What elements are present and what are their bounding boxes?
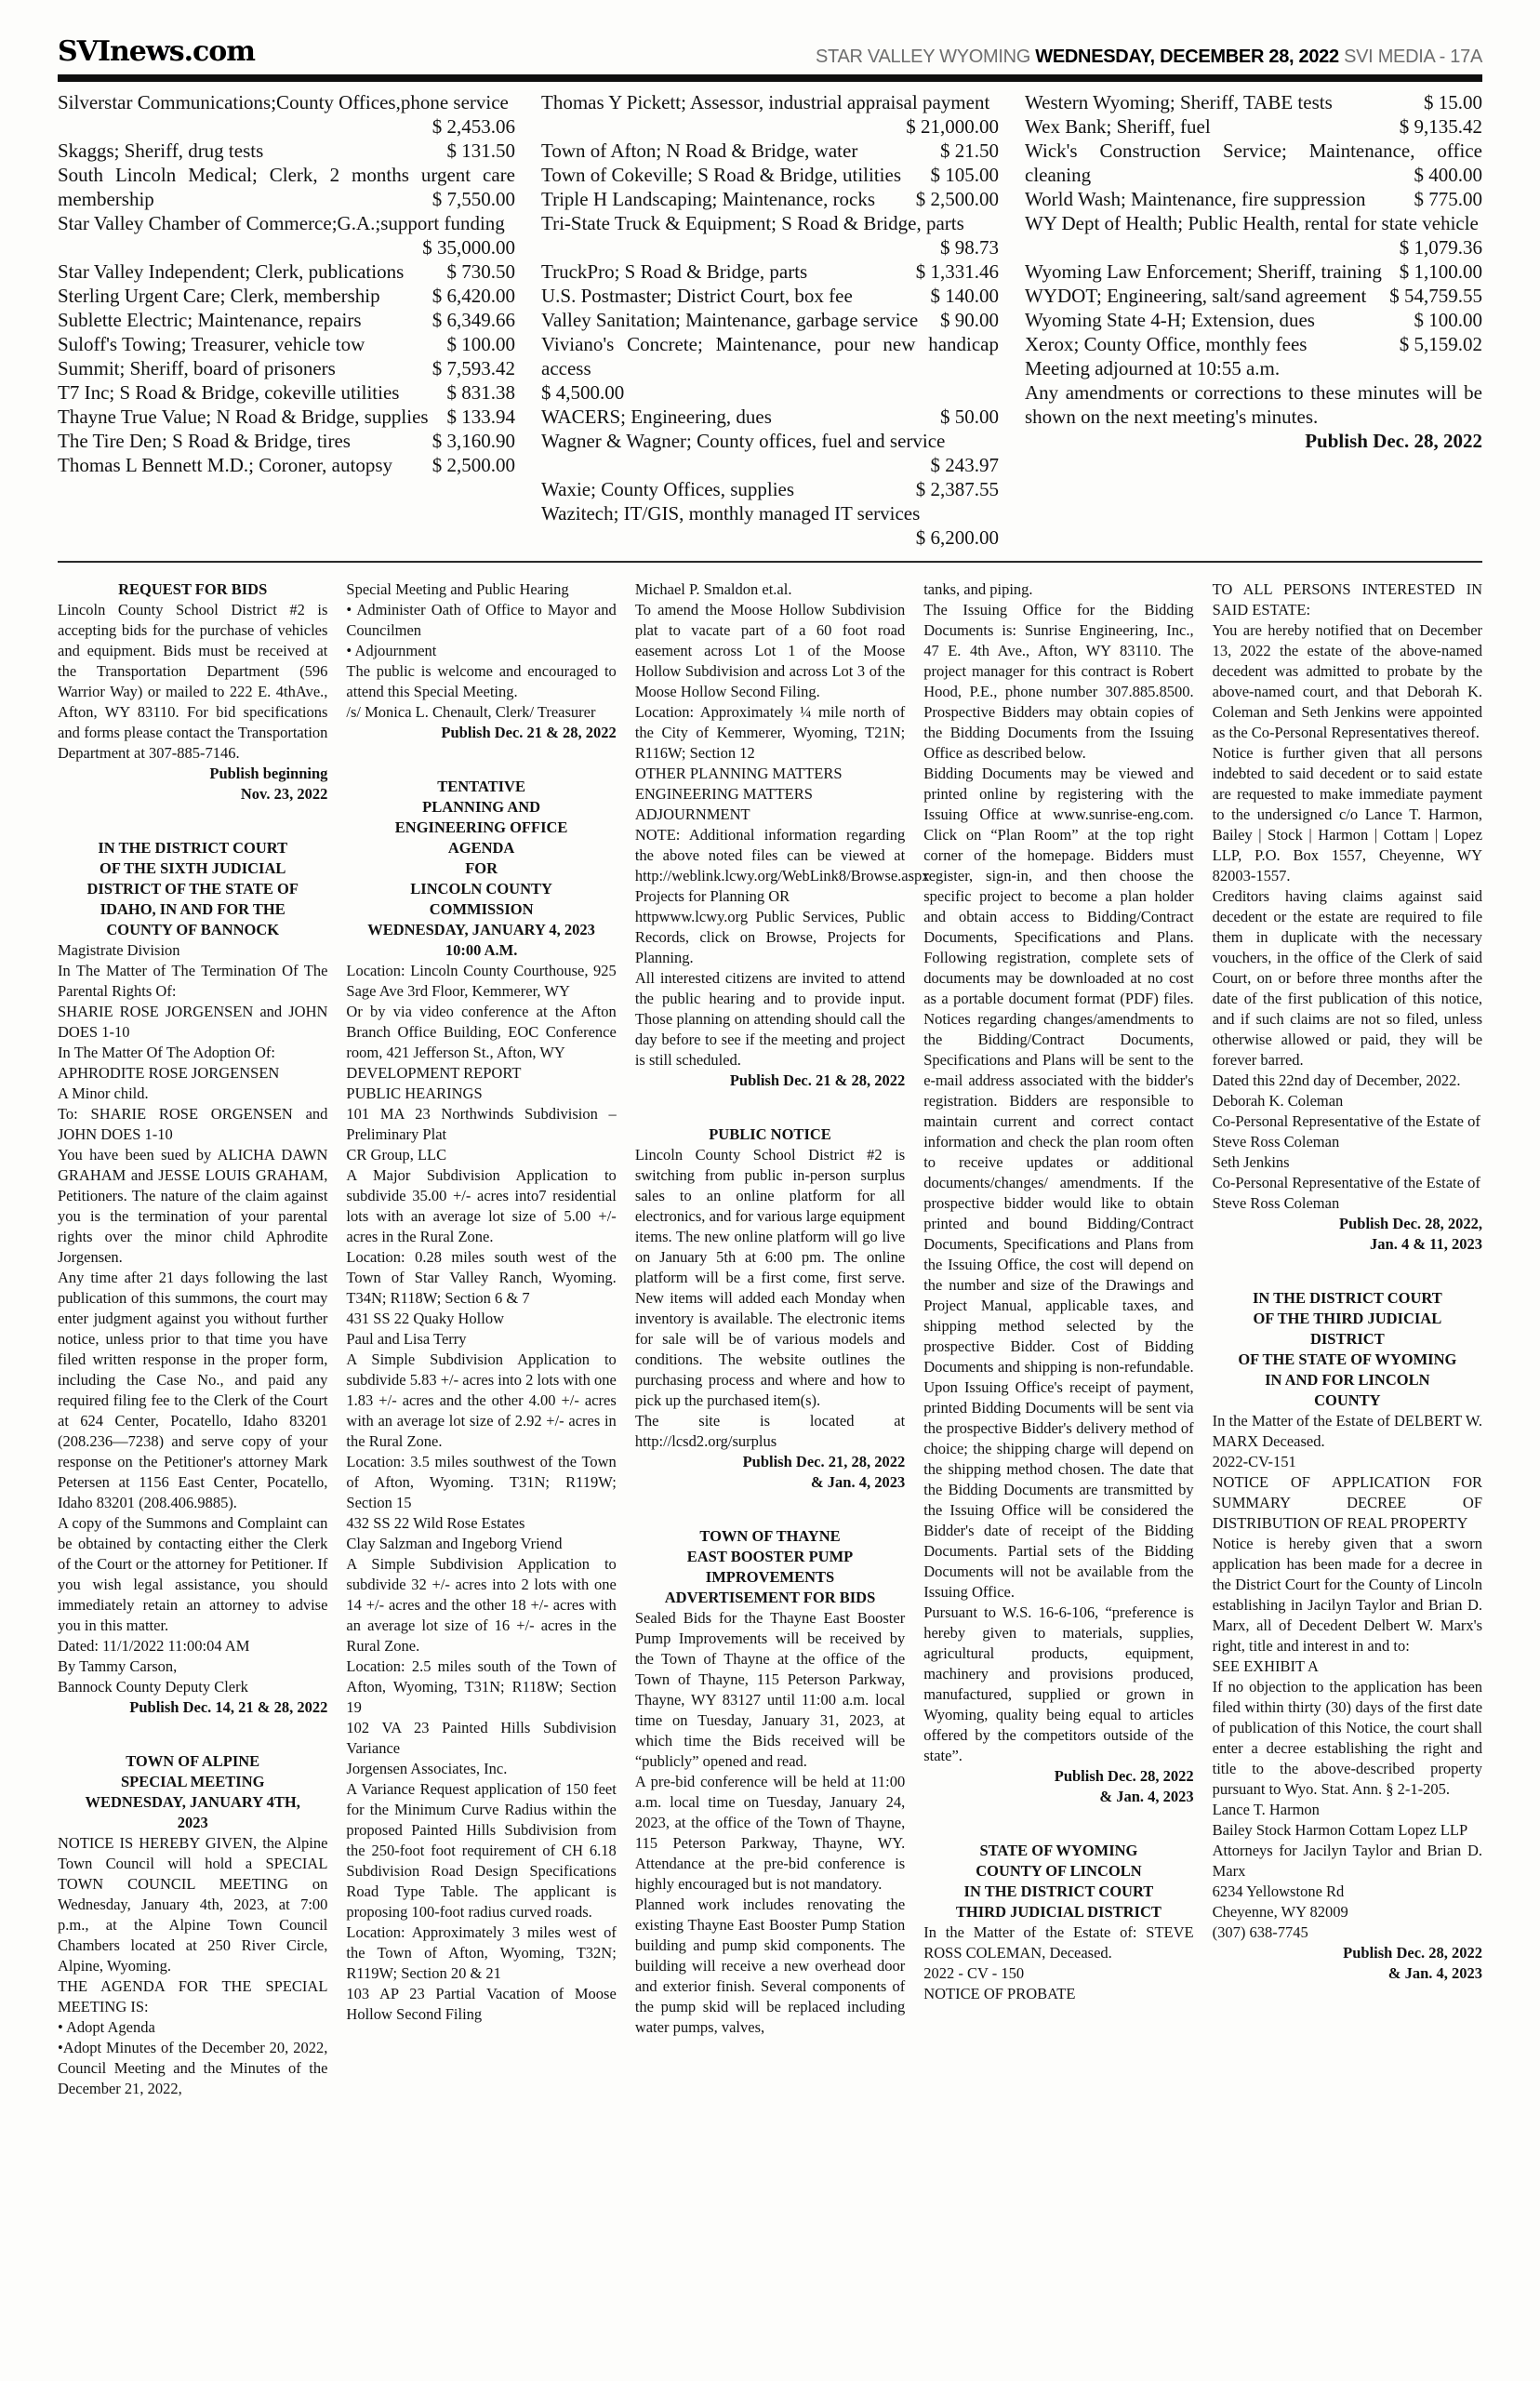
ledger-entry: Wagner & Wagner; County offices, fuel and service $ 243.97: [541, 430, 999, 476]
notice-paragraph: (307) 638-7745: [1212, 1923, 1308, 1941]
masthead: [58, 0, 1482, 74]
notice-heading-line: LINCOLN COUNTY: [410, 880, 552, 898]
ledger-amount: $ 2,387.55: [915, 478, 999, 500]
notice-paragraph: Or by via video conference at the Afton Branch Office Building, EOC Conference room, 421 Jefferson St., Afton, WY: [346, 1003, 617, 1061]
notice-paragraph: Location: Approximately 3 miles west of the Town of Afton, Wyoming, T32N; R119W; Section 20 & 21: [346, 1923, 617, 1982]
ledger-amount: $ 35,000.00: [422, 236, 515, 259]
ledger-entry: Wick's Construction Service; Maintenance, office cleaning $ 400.00: [1025, 140, 1482, 186]
notice-heading-line: 10:00 A.M.: [445, 941, 518, 959]
notice-paragraph: The site is located at http://lcsd2.org/surplus: [634, 1412, 906, 1450]
ledger-amount: $ 3,160.90: [431, 430, 515, 452]
notice-heading-line: OF THE THIRD JUDICIAL: [1253, 1310, 1442, 1327]
notice-paragraph: Lincoln County School District #2 is switching from public in-person surplus sales to an online platform for all electronics, and for various large equipment items. The new online platform will go live on January 5th at 6:00 pm. The online platform will be a first come, first serve. New items will added each Monday when inventory is available. The electronic items for sale will be of various models and conditions. The website outlines the purchasing process and where and how to pick up the purchased item(s).: [634, 1146, 906, 1409]
notice-paragraph: Bidding Documents may be viewed and printed online by registering with the Issuing Office at www.sunrise-eng.com. Click on “Plan Room” at the top right corner of the homepage. Bidders must register, sign-in, and then choose the specific project to become a plan holder and obtain access to Bidding/Contract Documents, Specifications and Plans. Following registration, complete sets of documents may be downloaded at no cost as a portable document format (PDF) files. Notices regarding changes/amendments to the Bidding/Contract Documents, Specifications and Plans will be sent to the e-mail address associated with the bidder's registration. Bidders are responsible to maintain current and correct contact information and check the plan room often to receive updates or additional documents/changes/ amendments. If the prospective bidder would like to obtain printed and bound Bidding/Contract Documents, Specifications and Plans from the Issuing Office, the cost will depend on the number and size of the Drawings and Project Manual, applicable taxes, and shipping method selected by the prospective Bidder. Cost of Bidding Documents and shipping is non-refundable. Upon Issuing Office's receipt of payment, printed Bidding Documents will be sent via the prospective Bidder's delivery method of choice; the shipping charge will depend on the shipping method chosen. The date that the Bidding Documents are transmitted by the Issuing Office will be considered the Bidder's date of receipt of the Bidding Documents. Partial sets of the Bidding Documents will not be available from the Issuing Office.: [923, 765, 1194, 1601]
ledger-amount: $ 98.73: [940, 236, 999, 259]
notice-heading-line: COUNTY OF LINCOLN: [976, 1862, 1142, 1880]
ledger-entry: Star Valley Independent; Clerk, publications $ 730.50: [58, 260, 515, 283]
ledger-amount: $ 9,135.42: [1399, 115, 1482, 138]
ledger-entry: Wyoming State 4-H; Extension, dues $ 100.00: [1025, 309, 1482, 331]
notice-paragraph: SEE EXHIBIT A: [1212, 1657, 1319, 1675]
ledger-amount: $ 15.00: [1424, 91, 1482, 113]
ledger-amount: $ 6,420.00: [431, 285, 515, 307]
ledger-entry: WACERS; Engineering, dues $ 50.00: [541, 406, 999, 428]
publish-line: Publish Dec. 28, 2022: [1305, 430, 1482, 452]
notice-paragraph: A copy of the Summons and Complaint can be obtained by contacting either the Clerk of the Court or the attorney for Petitioner. If you wish legal assistance, you should immediately retain an attorney to advise you in this matter.: [58, 1514, 328, 1634]
ledger-entry: WYDOT; Engineering, salt/sand agreement $ 54,759.55: [1025, 285, 1482, 307]
notice-paragraph: Sealed Bids for the Thayne East Booster Pump Improvements will be received by the Town of Thayne at the office of the Town of Thayne, 115 Peterson Parkway, Thayne, WY 83127 until 11:00 a.m. local time on Tuesday, January 31, 2023, at which time the Bids received will be “publicly” opened and read.: [634, 1609, 906, 1770]
notice-paragraph: A Minor child.: [58, 1084, 149, 1102]
notice-paragraph: 102 VA 23 Painted Hills Subdivision Variance: [346, 1719, 617, 1757]
masthead-rule: [58, 74, 1482, 82]
ledger-entry: Skaggs; Sheriff, drug tests $ 131.50: [58, 140, 515, 162]
notice-paragraph: Cheyenne, WY 82009: [1212, 1903, 1348, 1921]
ledger-amount: $ 1,331.46: [915, 260, 999, 283]
notice-paragraph: If no objection to the application has been filed within thirty (30) days of the first date of publication of this Notice, the court shall enter a decree establishing the right and title to the above-described property pursuant to Wyo. Stat. Ann. § 2-1-205.: [1212, 1678, 1483, 1798]
ledger-amount: $ 2,500.00: [431, 454, 515, 476]
notice-heading-line: ENGINEERING OFFICE: [394, 818, 568, 836]
notice-paragraph: You have been sued by ALICHA DAWN GRAHAM and JESSE LOUIS GRAHAM, Petitioners. The nature of the claim against you is the termination of your parental rights over the minor child Aphrodite Jorgensen.: [58, 1146, 328, 1266]
publish-line: Publish beginning: [209, 765, 328, 782]
notice-paragraph: Location: Approximately ¼ mile north of the City of Kemmerer, Wyoming, T21N; R116W; Section 12: [634, 703, 906, 762]
notice-paragraph: DEVELOPMENT REPORT: [346, 1064, 522, 1082]
ledger-amount: $ 2,453.06: [431, 115, 515, 138]
ledger-entry: T7 Inc; S Road & Bridge, cokeville utilities $ 831.38: [58, 381, 515, 404]
notice-heading-line: COUNTY OF BANNOCK: [106, 921, 280, 938]
ledger-column: [58, 90, 515, 550]
ledger-amount: $ 5,159.02: [1399, 333, 1482, 355]
publish-line: Publish Dec. 14, 21 & 28, 2022: [129, 1698, 328, 1716]
notice-paragraph: PUBLIC HEARINGS: [346, 1084, 483, 1102]
notice-paragraph: In the Matter of the Estate of DELBERT W. MARX Deceased.: [1212, 1412, 1483, 1450]
publish-line: Publish Dec. 28, 2022,: [1339, 1215, 1483, 1232]
publish-line: Publish Dec. 28, 2022: [1054, 1767, 1194, 1785]
notice-paragraph: 431 SS 22 Quaky Hollow: [346, 1310, 504, 1327]
notice-paragraph: • Adjournment: [346, 642, 437, 659]
notice-column: [634, 579, 930, 2133]
notice-heading-line: REQUEST FOR BIDS: [118, 580, 268, 598]
notice-column: [58, 579, 327, 2133]
notice-block: [58, 838, 327, 1718]
publish-line: & Jan. 4, 2023: [1387, 1964, 1483, 1982]
notice-heading-line: WEDNESDAY, JANUARY 4TH,: [85, 1793, 300, 1811]
notice-heading-line: IN AND FOR LINCOLN: [1265, 1371, 1430, 1389]
notice-paragraph: Lance T. Harmon: [1212, 1801, 1320, 1818]
notice-paragraph: You are hereby notified that on December 13, 2022 the estate of the above-named decedent was admitted to probate by the above-named court, and that Deborah K. Coleman and Seth Jenkins were appointed as the Co-Personal Representatives thereof.: [1212, 621, 1483, 741]
notice-column: [1213, 579, 1482, 2133]
ledger-note: Meeting adjourned at 10:55 a.m.: [1025, 357, 1281, 379]
ledger-amount: $ 7,550.00: [431, 188, 515, 210]
notice-paragraph: NOTICE IS HEREBY GIVEN, the Alpine Town Council will hold a SPECIAL TOWN COUNCIL MEETING on Wednesday, January 4th, 2023, at 7:00 p.m., at the Alpine Town Council Chambers located at 250 River Circle, Alpine, Wyoming.: [58, 1834, 328, 1975]
notice-block: [58, 1751, 327, 2099]
ledger-amount: $ 730.50: [446, 260, 515, 283]
notice-paragraph: In The Matter of The Termination Of The Parental Rights Of:: [58, 962, 328, 1000]
notice-paragraph: NOTE: Additional information regarding the above noted files can be viewed at http://weblink.lcwy.org/WebLink8/Browse.aspx Projects for Planning OR: [634, 826, 930, 905]
ledger-amount: $ 100.00: [1414, 309, 1482, 331]
notice-paragraph: A Variance Request application of 150 feet for the Minimum Curve Radius within the proposed Painted Hills Subdivision from the 250-foot foot requirement of CH 6.18 Subdivision Road Design Specifications Road Type Table. The applicant is proposing 100-foot radius curved roads.: [346, 1780, 617, 1921]
publish-line: Publish Dec. 28, 2022: [1343, 1944, 1483, 1962]
notice-paragraph: OTHER PLANNING MATTERS: [634, 765, 843, 782]
notice-paragraph: In the Matter of the Estate of: STEVE ROSS COLEMAN, Deceased.: [923, 1923, 1194, 1962]
notice-heading-line: DISTRICT OF THE STATE OF: [86, 880, 299, 898]
publish-line: & Jan. 4, 2023: [1099, 1788, 1194, 1805]
notice-paragraph: To amend the Moose Hollow Subdivision plat to vacate part of a 60 foot road easement across Lot 1 of the Moose Hollow Subdivision and across Lot 3 of the Moose Hollow Second Filing.: [634, 601, 906, 700]
ledger-note: Any amendments or corrections to these minutes will be shown on the next meeting's minutes.: [1025, 381, 1482, 428]
issue-media: SVI MEDIA - 17A: [1338, 47, 1482, 67]
notice-paragraph: Steve Ross Coleman: [1212, 1133, 1340, 1151]
notice-paragraph: Steve Ross Coleman: [1212, 1194, 1340, 1212]
notice-heading-line: DISTRICT: [1309, 1330, 1385, 1348]
notice-paragraph: Jorgensen Associates, Inc.: [346, 1760, 508, 1777]
ledger-entry: World Wash; Maintenance, fire suppression $ 775.00: [1025, 188, 1482, 210]
publish-line: Publish Dec. 21 & 28, 2022: [441, 724, 617, 741]
notice-paragraph: A Simple Subdivision Application to subdivide 32 +/- acres into 2 lots with one 14 +/- acres and the other 18 +/- acres with an average lot size of 16 +/- acres in the Rural Zone.: [346, 1555, 617, 1655]
notice-paragraph: Attorneys for Jacilyn Taylor and Brian D. Marx: [1212, 1842, 1483, 1880]
notice-paragraph: Planned work includes renovating the existing Thayne East Booster Pump Station building and pump skid components. The building will receive a new overhead door and exterior finish. Several components of the pump skid will be replaced including water pumps, valves,: [634, 1895, 906, 2036]
notice-paragraph: Creditors having claims against said decedent or the estate are required to file them in duplicate with the necessary vouchers, in the office of the Clerk of said Court, on or before three months after the date of the first publication of this notice, and if such claims are not so filed, unless otherwise allowed or paid, they will be forever barred.: [1212, 887, 1483, 1069]
ledger-amount: $ 21,000.00: [906, 115, 999, 138]
ledger-entry: Suloff's Towing; Treasurer, vehicle tow $ 100.00: [58, 333, 515, 355]
ledger-entry: WY Dept of Health; Public Health, rental for state vehicle $ 1,079.36: [1025, 212, 1482, 259]
notice-paragraph: A Major Subdivision Application to subdivide 35.00 +/- acres into7 residential lots with an average lot size of 5.00 +/- acres in the Rural Zone.: [346, 1166, 617, 1245]
notice-paragraph: NOTICE OF APPLICATION FOR SUMMARY DECREE OF DISTRIBUTION OF REAL PROPERTY: [1212, 1473, 1483, 1532]
notice-paragraph: Paul and Lisa Terry: [346, 1330, 467, 1348]
notice-heading-line: IMPROVEMENTS: [705, 1568, 835, 1586]
notice-heading-line: WEDNESDAY, JANUARY 4, 2023: [367, 921, 595, 938]
notice-paragraph: Seth Jenkins: [1212, 1153, 1290, 1171]
ledger-amount: $ 4,500.00: [541, 381, 625, 404]
notice-paragraph: tanks, and piping.: [923, 580, 1033, 598]
notice-heading-line: IDAHO, IN AND FOR THE: [100, 900, 285, 918]
notice-paragraph: Dated this 22nd day of December, 2022.: [1212, 1071, 1461, 1089]
ledger-entry: U.S. Postmaster; District Court, box fee $ 140.00: [541, 285, 999, 307]
notice-heading-line: IN THE DISTRICT COURT: [98, 839, 288, 857]
publish-line: Nov. 23, 2022: [240, 785, 328, 803]
ledger-entry: Thomas Y Pickett; Assessor, industrial appraisal payment $ 21,000.00: [541, 91, 999, 138]
ledger-columns: [58, 82, 1482, 561]
notice-paragraph: 6234 Yellowstone Rd: [1212, 1882, 1345, 1900]
notice-paragraph: Dated: 11/1/2022 11:00:04 AM: [58, 1637, 250, 1655]
ledger-entry: TruckPro; S Road & Bridge, parts $ 1,331.46: [541, 260, 999, 283]
notice-heading-line: PLANNING AND: [422, 798, 541, 816]
notice-block: [1213, 1288, 1482, 1984]
notice-paragraph: Any time after 21 days following the last publication of this summons, the court may enter judgment against you without further notice, unless prior to that time you have filed written response in the proper form, including the Case No., and paid any required filing fee to the Clerk of the Court at 624 Center, Pocatello, Idaho 83201 (208.236—7238) and serve copy of your response on the Petitioner's attorney Mark Petersen at 1156 East Center, Pocatello, Idaho 83201 (208.406.9885).: [58, 1269, 328, 1511]
notice-heading-line: COUNTY: [1314, 1391, 1381, 1409]
notice-paragraph: CR Group, LLC: [346, 1146, 447, 1164]
notice-heading-line: TOWN OF THAYNE: [699, 1527, 841, 1545]
ledger-entry: Silverstar Communications;County Offices,phone service $ 2,453.06: [58, 91, 515, 138]
notice-paragraph: All interested citizens are invited to attend the public hearing and to provide input. Those planning on attending should call the day before to see if the meeting and project is still scheduled.: [634, 969, 906, 1069]
ledger-entry: Xerox; County Office, monthly fees $ 5,159.02: [1025, 333, 1482, 355]
ledger-column: [1025, 90, 1482, 550]
publish-line: Publish Dec. 21 & 28, 2022: [729, 1071, 906, 1089]
notice-paragraph: 101 MA 23 Northwinds Subdivision – Preliminary Plat: [346, 1105, 617, 1143]
ledger-amount: $ 243.97: [930, 454, 999, 476]
issue-date: WEDNESDAY, DECEMBER 28, 2022: [1035, 47, 1339, 67]
notice-paragraph: Michael P. Smaldon et.al.: [634, 580, 792, 598]
notice-paragraph: ADJOURNMENT: [634, 805, 750, 823]
notice-paragraph: A pre-bid conference will be held at 11:00 a.m. local time on Tuesday, January 24, 2023, at the office of the Town of Thayne, 115 Peterson Parkway, Thayne, WY. Attendance at the pre-bid conference is highly encouraged but is not mandatory.: [634, 1773, 906, 1893]
notice-block: [635, 1526, 905, 2038]
notice-paragraph: Location: 3.5 miles southwest of the Town of Afton, Wyoming. T31N; R119W; Section 15: [346, 1453, 617, 1511]
ledger-amount: $ 21.50: [940, 140, 999, 162]
notice-paragraph: Magistrate Division: [58, 941, 180, 959]
notice-paragraph: Location: Lincoln County Courthouse, 925 Sage Ave 3rd Floor, Kemmerer, WY: [346, 962, 617, 1000]
publish-line: & Jan. 4, 2023: [810, 1473, 906, 1491]
notice-paragraph: /s/ Monica L. Chenault, Clerk/ Treasurer: [346, 703, 596, 721]
issue-region: STAR VALLEY WYOMING: [816, 47, 1036, 67]
ledger-entry: Thayne True Value; N Road & Bridge, supplies $ 133.94: [58, 406, 515, 428]
ledger-amount: $ 131.50: [446, 140, 515, 162]
site-title: SVInews.com: [58, 35, 256, 68]
notice-column: [923, 579, 1193, 2133]
notice-block: [923, 579, 1193, 1807]
notice-paragraph: A Simple Subdivision Application to subdivide 5.83 +/- acres into 2 lots with one 1.83 +/- acres and the other 4.00 +/- acres with an average lot size of 2.92 +/- acres in the Rural Zone.: [346, 1350, 617, 1450]
notice-paragraph: 2022 - CV - 150: [923, 1964, 1025, 1982]
notice-heading-line: OF THE STATE OF WYOMING: [1238, 1350, 1457, 1368]
ledger-entry: Western Wyoming; Sheriff, TABE tests $ 15.00: [1025, 91, 1482, 113]
notice-heading-line: TOWN OF ALPINE: [126, 1752, 260, 1770]
ledger-entry: Triple H Landscaping; Maintenance, rocks $ 2,500.00: [541, 188, 999, 210]
notice-block: [1213, 579, 1482, 1255]
notice-block: [923, 1841, 1193, 2004]
notice-paragraph: Notice is further given that all persons indebted to said decedent or to said estate are requested to make immediate payment to the undersigned c/o Lance T. Harmon, Bailey | Stock | Harmon | Cottam | Lopez LLP, P.O. Box 1557, Cheyenne, WY 82003-1557.: [1212, 744, 1483, 885]
notice-paragraph: Deborah K. Coleman: [1212, 1092, 1344, 1110]
notice-paragraph: • Adopt Agenda: [58, 2018, 155, 2036]
ledger-entry: Waxie; County Offices, supplies $ 2,387.55: [541, 478, 999, 500]
ledger-entry: Wex Bank; Sheriff, fuel $ 9,135.42: [1025, 115, 1482, 138]
notice-block: [58, 579, 327, 805]
notice-paragraph: By Tammy Carson,: [58, 1657, 178, 1675]
notice-heading-line: IN THE DISTRICT COURT: [963, 1882, 1154, 1900]
notice-paragraph: Bannock County Deputy Clerk: [58, 1678, 248, 1696]
notice-paragraph: Co-Personal Representative of the Estate of: [1212, 1112, 1480, 1130]
notice-paragraph: httpwww.lcwy.org Public Services, Public Records, click on Browse, Projects for Planning.: [634, 908, 906, 966]
ledger-entry: Sterling Urgent Care; Clerk, membership $ 6,420.00: [58, 285, 515, 307]
notice-paragraph: • Administer Oath of Office to Mayor and Councilmen: [346, 601, 617, 639]
ledger-entry: Summit; Sheriff, board of prisoners $ 7,593.42: [58, 357, 515, 379]
notice-columns: [58, 563, 1482, 2133]
notice-paragraph: ENGINEERING MATTERS: [634, 785, 813, 803]
notice-paragraph: In The Matter Of The Adoption Of:: [58, 1044, 276, 1061]
notice-paragraph: 103 AP 23 Partial Vacation of Moose Hollow Second Filing: [346, 1985, 617, 2023]
notice-paragraph: The public is welcome and encouraged to attend this Special Meeting.: [346, 662, 617, 700]
notice-heading-line: TENTATIVE: [437, 778, 525, 795]
notice-heading-line: SPECIAL MEETING: [120, 1773, 265, 1790]
ledger-column: [541, 90, 999, 550]
notice-heading-line: EAST BOOSTER PUMP: [686, 1548, 854, 1565]
notice-paragraph: SHARIE ROSE JORGENSEN and JOHN DOES 1-10: [58, 1003, 328, 1041]
ledger-entry: South Lincoln Medical; Clerk, 2 months urgent care membership $ 7,550.00: [58, 164, 515, 210]
ledger-entry-name: Viviano's Concrete; Maintenance, pour new handicap access: [541, 333, 999, 379]
ledger-entry: Town of Afton; N Road & Bridge, water $ 21.50: [541, 140, 999, 162]
notice-heading-line: ADVERTISEMENT FOR BIDS: [664, 1589, 876, 1606]
ledger-amount: $ 6,200.00: [915, 526, 999, 549]
ledger-amount: $ 7,593.42: [431, 357, 515, 379]
notice-paragraph: Bailey Stock Harmon Cottam Lopez LLP: [1212, 1821, 1468, 1839]
notice-block: [634, 579, 930, 1091]
ledger-amount: $ 50.00: [940, 406, 999, 428]
ledger-amount: $ 775.00: [1414, 188, 1482, 210]
notice-heading-line: THIRD JUDICIAL DISTRICT: [955, 1903, 1162, 1921]
ledger-entry: Tri-State Truck & Equipment; S Road & Bridge, parts $ 98.73: [541, 212, 999, 259]
notice-block: [346, 579, 616, 743]
ledger-amount: $ 100.00: [446, 333, 515, 355]
notice-paragraph: Co-Personal Representative of the Estate of: [1212, 1174, 1480, 1191]
ledger-amount: $ 90.00: [940, 309, 999, 331]
notice-paragraph: TO ALL PERSONS INTERESTED IN SAID ESTATE:: [1212, 580, 1483, 619]
ledger-amount: $ 2,500.00: [915, 188, 999, 210]
ledger-amount: $ 54,759.55: [1389, 285, 1482, 307]
ledger-amount: $ 831.38: [446, 381, 515, 404]
ledger-entry: Wazitech; IT/GIS, monthly managed IT services $ 6,200.00: [541, 502, 999, 549]
notice-paragraph: Location: 0.28 miles south west of the Town of Star Valley Ranch, Wyoming. T34N; R118W; Section 6 & 7: [346, 1248, 617, 1307]
ledger-entry: Valley Sanitation; Maintenance, garbage service $ 90.00: [541, 309, 999, 331]
notice-heading-line: IN THE DISTRICT COURT: [1252, 1289, 1442, 1307]
ledger-amount: $ 105.00: [930, 164, 999, 186]
ledger-amount: $ 1,079.36: [1399, 236, 1482, 259]
ledger-entry: Thomas L Bennett M.D.; Coroner, autopsy $ 2,500.00: [58, 454, 515, 476]
ledger-entry: Sublette Electric; Maintenance, repairs $ 6,349.66: [58, 309, 515, 331]
notice-paragraph: The Issuing Office for the Bidding Documents is: Sunrise Engineering, Inc., 47 E. 4th Ave., Afton, WY 83110. The project manager for this contract is Robert Hood, P.E., phone number 307.885.8500. Prospective Bidders may obtain copies of the Bidding Documents from the Issuing Office as described below.: [923, 601, 1194, 762]
notice-heading-line: AGENDA: [447, 839, 515, 857]
publish-line: Publish Dec. 21, 28, 2022: [742, 1453, 906, 1470]
notice-heading-line: OF THE SIXTH JUDICIAL: [100, 859, 286, 877]
notice-heading-line: FOR: [465, 859, 498, 877]
ledger-amount: $ 140.00: [930, 285, 999, 307]
notice-paragraph: Lincoln County School District #2 is accepting bids for the purchase of vehicles and equipment. Bids must be received at the Transportation Department (596 Warrior Way) or mailed to 222 E. 4thAve., Afton, WY 83110. For bid specifications and forms please contact the Transportation Department at 307-885-7146.: [58, 601, 328, 762]
notice-paragraph: To: SHARIE ROSE ORGENSEN and JOHN DOES 1-10: [58, 1105, 328, 1143]
issue-line: [816, 47, 1482, 68]
notice-paragraph: •Adopt Minutes of the December 20, 2022, Council Meeting and the Minutes of the December 21, 2022,: [58, 2039, 328, 2097]
notice-paragraph: NOTICE OF PROBATE: [923, 1985, 1076, 2002]
notice-paragraph: Location: 2.5 miles south of the Town of Afton, Wyoming, T31N; R118W; Section 19: [346, 1657, 617, 1716]
ledger-entry: The Tire Den; S Road & Bridge, tires $ 3,160.90: [58, 430, 515, 452]
ledger-entry: Star Valley Chamber of Commerce;G.A.;support funding $ 35,000.00: [58, 212, 515, 259]
notice-heading-line: COMMISSION: [429, 900, 534, 918]
notice-paragraph: Notice is hereby given that a sworn application has been made for a decree in the District Court for the County of Lincoln establishing in Jacilyn Taylor and Brian D. Marx, all of Decedent Delbert W. Marx's right, title and interest in and to:: [1212, 1535, 1483, 1655]
ledger-amount: $ 6,349.66: [431, 309, 515, 331]
notice-paragraph: THE AGENDA FOR THE SPECIAL MEETING IS:: [58, 1977, 328, 2015]
notice-paragraph: Pursuant to W.S. 16-6-106, “preference is hereby given to materials, supplies, agricultural products, equipment, machinery and provisions produced, manufactured, supplied or grown in Wyoming, quality being equal to articles offered by the competitors outside of the state”.: [923, 1603, 1194, 1764]
notice-column: [346, 579, 616, 2133]
notice-paragraph: Clay Salzman and Ingeborg Vriend: [346, 1535, 563, 1552]
notice-paragraph: 2022-CV-151: [1212, 1453, 1296, 1470]
notice-heading-line: 2023: [177, 1814, 208, 1831]
ledger-amount: $ 400.00: [1414, 164, 1482, 186]
notice-paragraph: APHRODITE ROSE JORGENSEN: [58, 1064, 280, 1082]
notice-block: [346, 777, 616, 2025]
ledger-amount: $ 133.94: [446, 406, 515, 428]
publish-line: Jan. 4 & 11, 2023: [1370, 1235, 1483, 1253]
ledger-entry: Town of Cokeville; S Road & Bridge, utilities $ 105.00: [541, 164, 999, 186]
notice-paragraph: 432 SS 22 Wild Rose Estates: [346, 1514, 525, 1532]
notice-block: [635, 1124, 905, 1493]
notice-heading-line: PUBLIC NOTICE: [709, 1125, 831, 1143]
notice-paragraph: Special Meeting and Public Hearing: [346, 580, 569, 598]
notice-heading-line: STATE OF WYOMING: [979, 1842, 1138, 1859]
ledger-entry: Wyoming Law Enforcement; Sheriff, training $ 1,100.00: [1025, 260, 1482, 283]
ledger-amount: $ 1,100.00: [1399, 260, 1482, 283]
